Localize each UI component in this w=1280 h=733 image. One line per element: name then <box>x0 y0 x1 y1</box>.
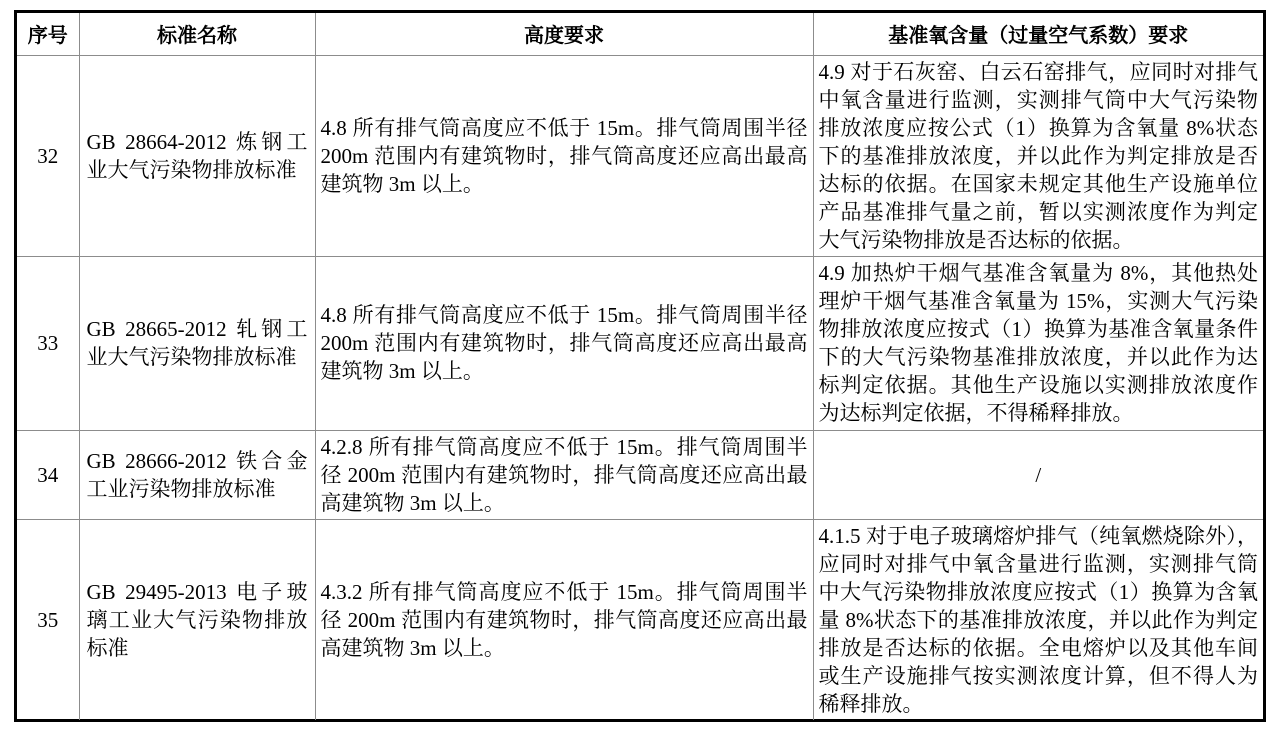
standard-name-cell: GB 28666-2012 铁合金工业污染物排放标准 <box>79 430 315 519</box>
standards-table <box>17 13 1263 720</box>
header-standard-name: 标准名称 <box>79 13 315 55</box>
oxygen-requirement-cell: / <box>813 430 1263 519</box>
height-requirement-cell: 4.3.2 所有排气筒高度应不低于 15m。排气筒周围半径 200m 范围内有建筑物时，排气筒高度还应高出最高建筑物 3m 以上。 <box>315 519 813 720</box>
header-height-requirement: 高度要求 <box>315 13 813 55</box>
header-oxygen-requirement: 基准氧含量（过量空气系数）要求 <box>813 13 1263 55</box>
height-requirement-cell: 4.8 所有排气筒高度应不低于 15m。排气筒周围半径 200m 范围内有建筑物时，排气筒高度还应高出最高建筑物 3m 以上。 <box>315 256 813 430</box>
table-row <box>17 55 1263 256</box>
serial-number-cell: 34 <box>17 430 79 519</box>
oxygen-requirement-cell: 4.1.5 对于电子玻璃熔炉排气（纯氧燃烧除外），应同时对排气中氧含量进行监测，实测排气筒中大气污染物排放浓度应按式（1）换算为含氧量 8%状态下的基准排放浓度，并以此作为判定排放是否达标的依据。全电熔炉以及其他车间或生产设施排气按实测浓度计算，但不得人为稀释排放。 <box>813 519 1263 720</box>
standards-table-frame <box>14 10 1266 722</box>
oxygen-requirement-cell: 4.9 加热炉干烟气基准含氧量为 8%，其他热处理炉干烟气基准含氧量为 15%，实测大气污染物排放浓度应按式（1）换算为基准含氧量条件下的大气污染物基准排放浓度，并以此作为达标判定依据。其他生产设施以实测排放浓度作为达标判定依据，不得稀释排放。 <box>813 256 1263 430</box>
serial-number-cell: 35 <box>17 519 79 720</box>
height-requirement-cell: 4.2.8 所有排气筒高度应不低于 15m。排气筒周围半径 200m 范围内有建筑物时，排气筒高度还应高出最高建筑物 3m 以上。 <box>315 430 813 519</box>
table-row <box>17 519 1263 720</box>
serial-number-cell: 33 <box>17 256 79 430</box>
oxygen-requirement-cell: 4.9 对于石灰窑、白云石窑排气，应同时对排气中氧含量进行监测，实测排气筒中大气污染物排放浓度应按公式（1）换算为含氧量 8%状态下的基准排放浓度，并以此作为判定排放是否达标的依据。在国家未规定其他生产设施单位产品基准排气量之前，暂以实测浓度作为判定大气污染物排放是否达标的依据。 <box>813 55 1263 256</box>
table-row <box>17 256 1263 430</box>
table-row <box>17 430 1263 519</box>
standard-name-cell: GB 28665-2012 轧钢工业大气污染物排放标准 <box>79 256 315 430</box>
standard-name-cell: GB 28664-2012 炼钢工业大气污染物排放标准 <box>79 55 315 256</box>
height-requirement-cell: 4.8 所有排气筒高度应不低于 15m。排气筒周围半径 200m 范围内有建筑物时，排气筒高度还应高出最高建筑物 3m 以上。 <box>315 55 813 256</box>
table-header-row <box>17 13 1263 55</box>
standard-name-cell: GB 29495-2013 电子玻璃工业大气污染物排放标准 <box>79 519 315 720</box>
header-serial-number: 序号 <box>17 13 79 55</box>
serial-number-cell: 32 <box>17 55 79 256</box>
